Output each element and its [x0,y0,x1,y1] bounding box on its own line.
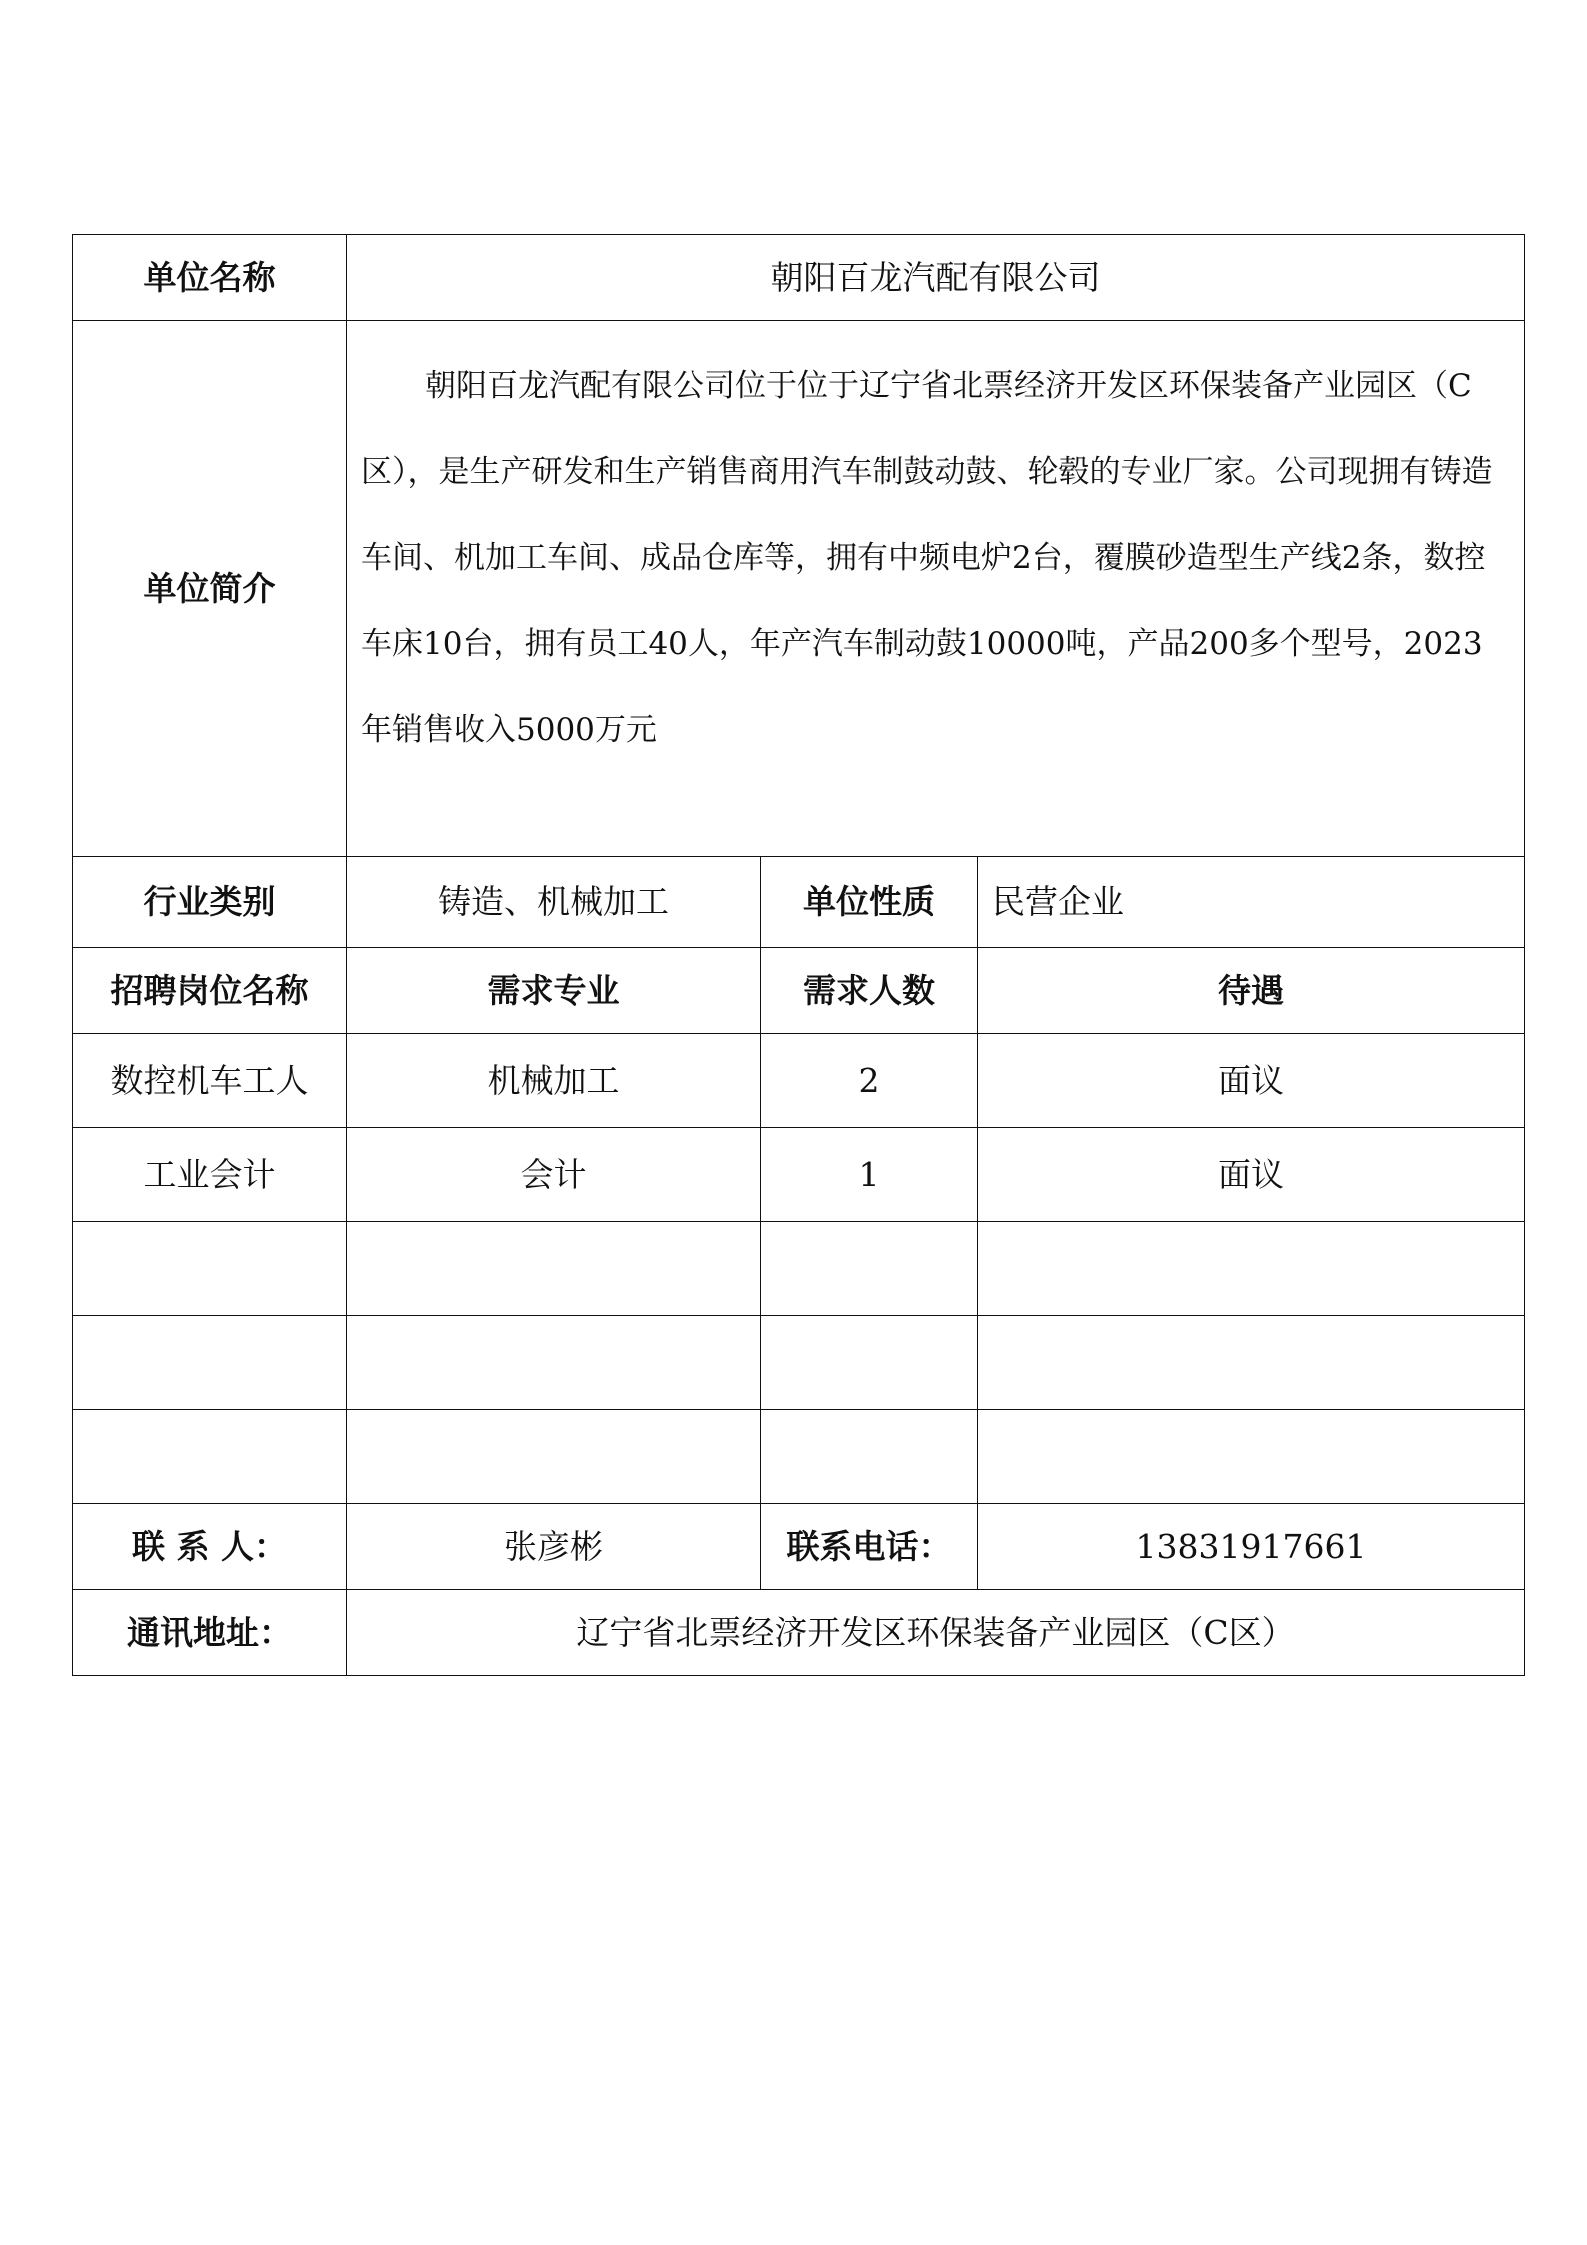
unit-name-label: 单位名称 [73,235,347,321]
phone-label: 联系电话： [761,1504,978,1590]
position-pay [978,1316,1525,1410]
nature-value: 民营企业 [978,857,1525,948]
table-row [73,1034,1525,1128]
position-pay [978,1222,1525,1316]
position-count [761,1410,978,1504]
position-title [73,1316,347,1410]
contact-row [73,1504,1525,1590]
industry-value: 铸造、机械加工 [347,857,761,948]
recruitment-form [72,234,1525,1676]
table-row [73,1222,1525,1316]
position-major [347,1316,761,1410]
intro-cell [347,321,1525,857]
industry-row [73,857,1525,948]
address-row [73,1590,1525,1676]
table-row [73,1410,1525,1504]
industry-label: 行业类别 [73,857,347,948]
position-major [347,1410,761,1504]
table-row [73,1128,1525,1222]
position-major: 会计 [347,1128,761,1222]
nature-label: 单位性质 [761,857,978,948]
position-title: 工业会计 [73,1128,347,1222]
position-major [347,1222,761,1316]
positions-header-row [73,948,1525,1034]
column-header-major: 需求专业 [347,948,761,1034]
contact-label: 联 系 人： [73,1504,347,1590]
position-title: 数控机车工人 [73,1034,347,1128]
unit-name-value: 朝阳百龙汽配有限公司 [347,235,1525,321]
address-label: 通讯地址： [73,1590,347,1676]
intro-label: 单位简介 [73,321,347,857]
position-count: 1 [761,1128,978,1222]
position-pay: 面议 [978,1034,1525,1128]
unit-name-row [73,235,1525,321]
contact-value: 张彦彬 [347,1504,761,1590]
intro-text: 朝阳百龙汽配有限公司位于位于辽宁省北票经济开发区环保装备产业园区（C区），是生产研发和生产销售商用汽车制鼓动鼓、轮毂的专业厂家。公司现拥有铸造车间、机加工车间、成品仓库等，拥有中频电炉2台，覆膜砂造型生产线2条，数控车床10台，拥有员工40人，年产汽车制动鼓10000吨，产品200多个型号，2023年销售收入5000万元 [361,368,1493,748]
column-header-pay: 待遇 [978,948,1525,1034]
position-pay [978,1410,1525,1504]
position-count: 2 [761,1034,978,1128]
intro-row [73,321,1525,857]
position-count [761,1316,978,1410]
position-title [73,1222,347,1316]
address-value: 辽宁省北票经济开发区环保装备产业园区（C区） [347,1590,1525,1676]
phone-value: 13831917661 [978,1504,1525,1590]
table-row [73,1316,1525,1410]
column-header-title: 招聘岗位名称 [73,948,347,1034]
column-header-count: 需求人数 [761,948,978,1034]
position-title [73,1410,347,1504]
position-major: 机械加工 [347,1034,761,1128]
position-count [761,1222,978,1316]
position-pay: 面议 [978,1128,1525,1222]
